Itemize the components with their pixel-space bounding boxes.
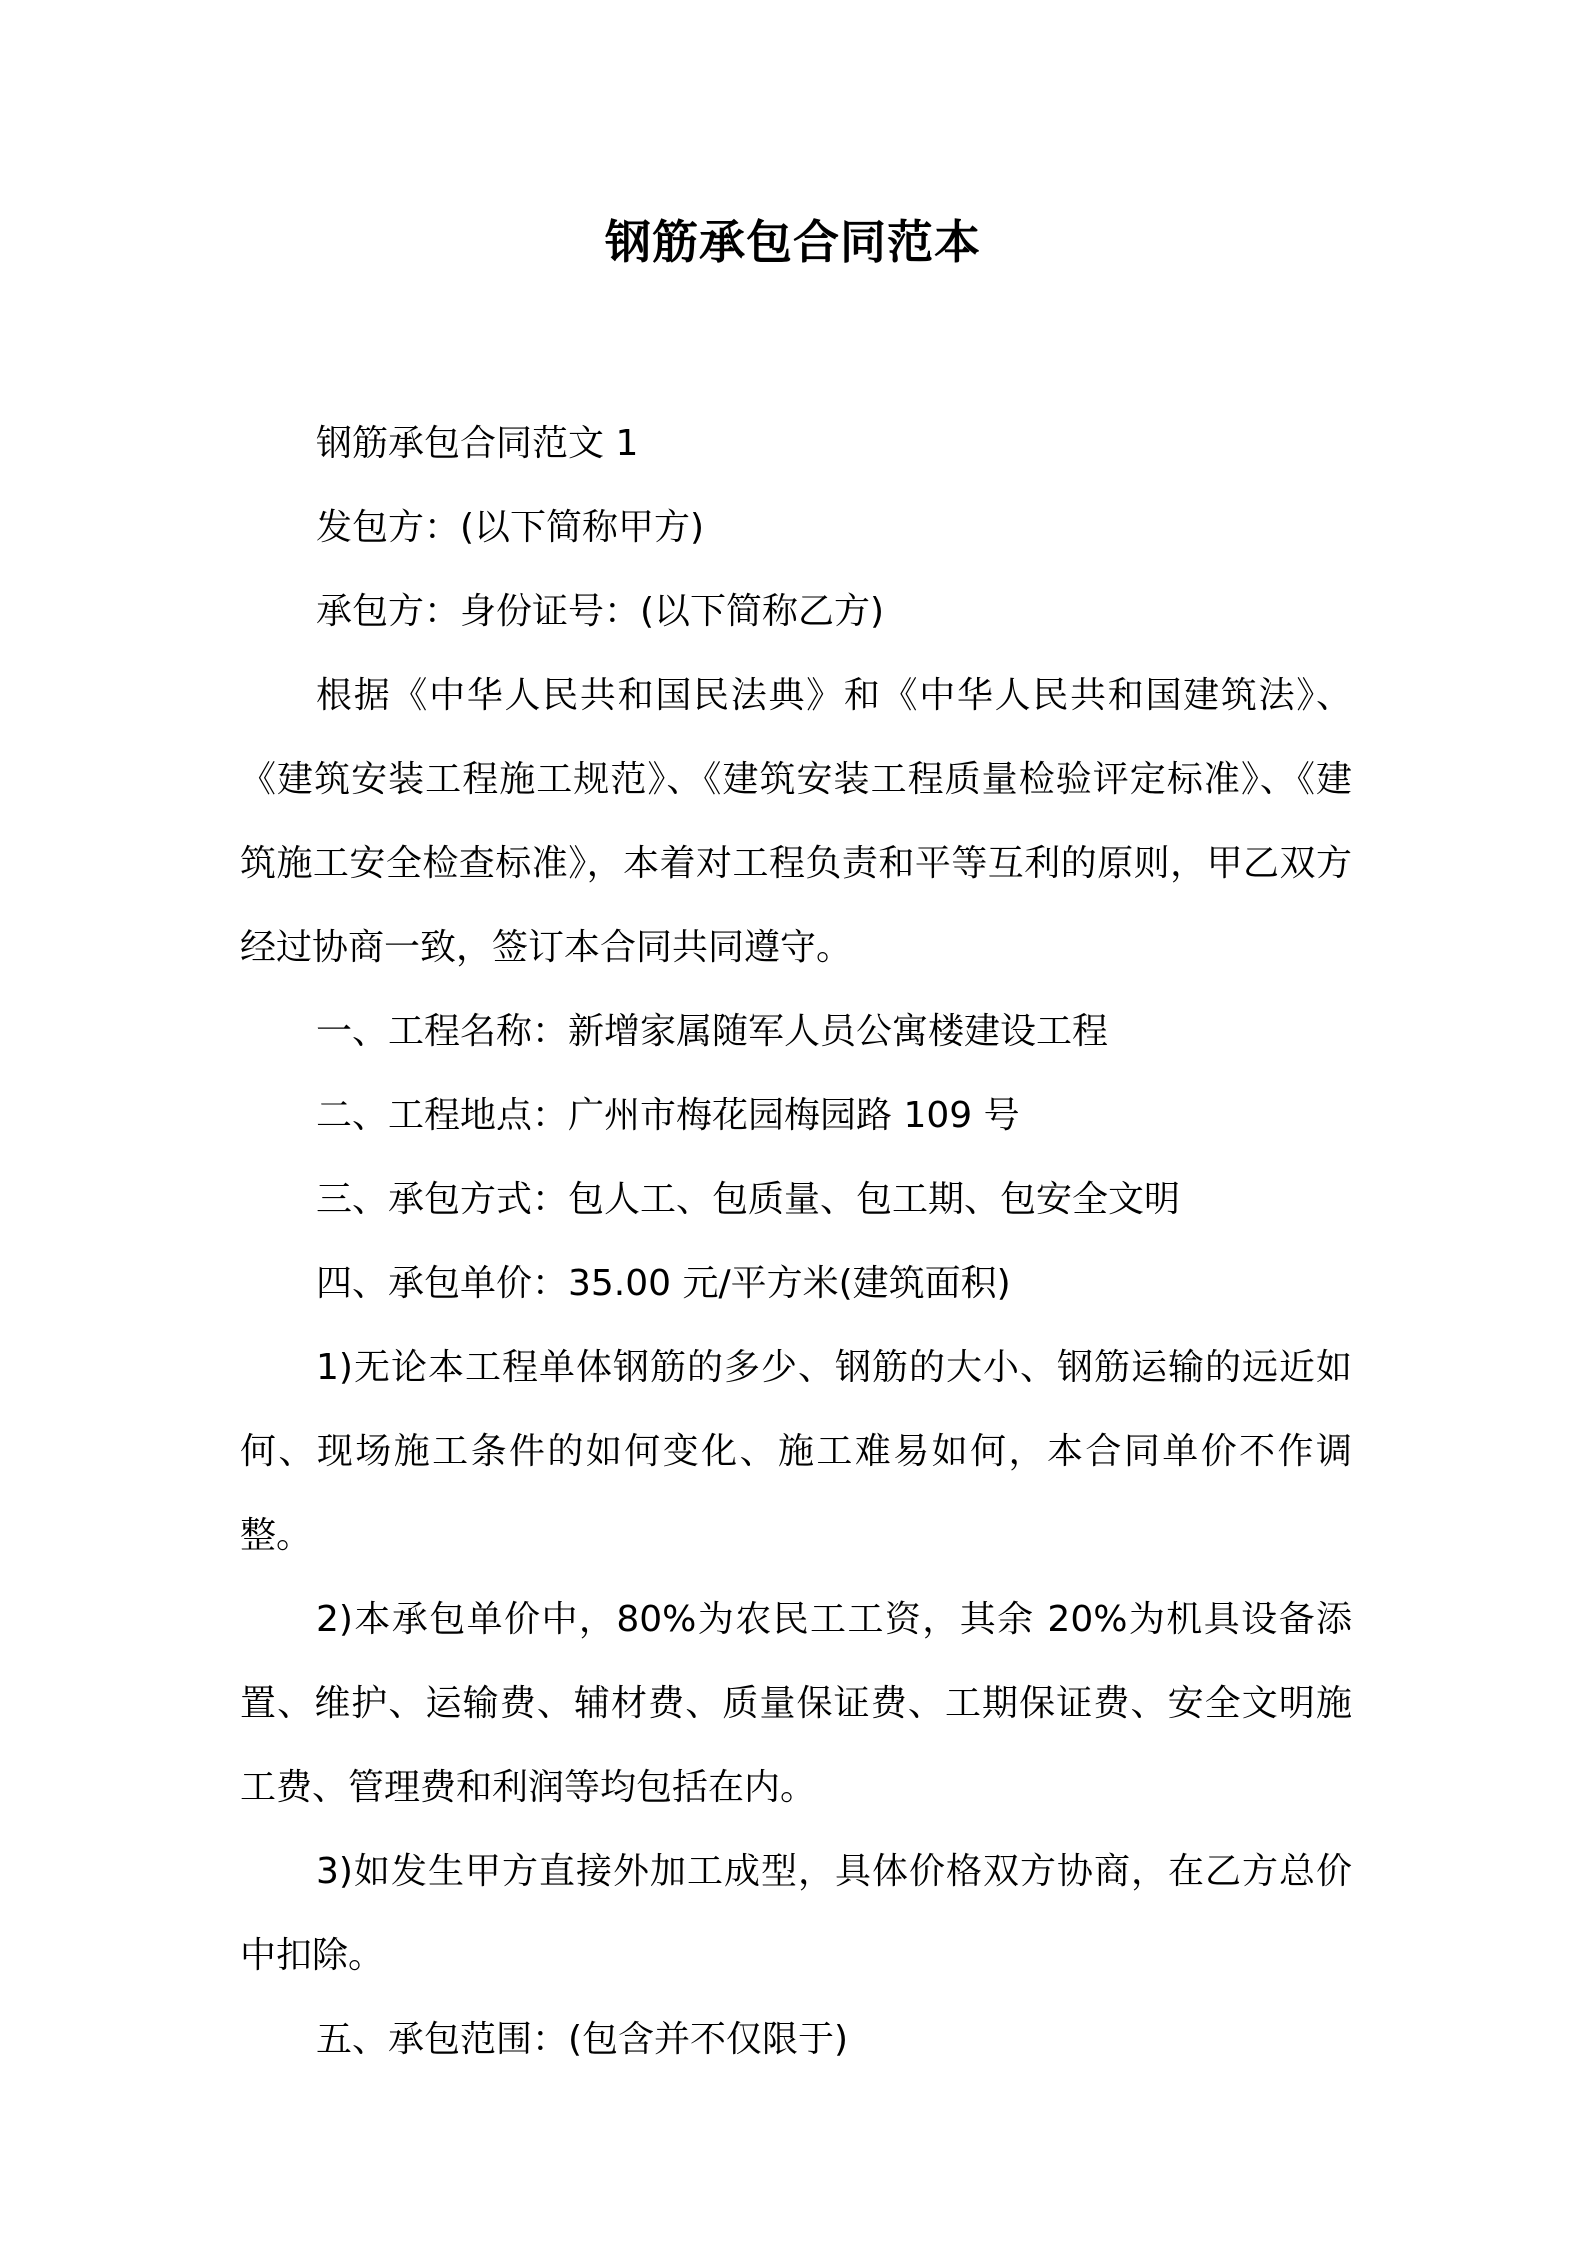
paragraph-party-b: 承包方：身份证号：(以下简称乙方): [316, 591, 885, 632]
document-title: 钢筋承包合同范本: [605, 215, 981, 269]
paragraph-preamble: 根据《中华人民共和国民法典》和《中华人民共和国建筑法》、《建筑安装工程施工规范》、《建筑安装工程质量检验评定标准》、《建筑施工安全检查标准》，本着对工程负责和平等互利的原则，甲乙双方经过协商一致，签订本合同共同遵守。: [240, 675, 1352, 968]
paragraph-contract-label: 钢筋承包合同范文 1: [316, 423, 639, 464]
paragraph-clause-2: 2)本承包单价中，80%为农民工工资，其余 20%为机具设备添置、维护、运输费、辅材费、质量保证费、工期保证费、安全文明施工费、管理费和利润等均包括在内。: [240, 1599, 1352, 1808]
document-body: [240, 402, 1352, 2082]
paragraph-contract-method: 三、承包方式：包人工、包质量、包工期、包安全文明: [316, 1179, 1181, 1220]
paragraph-project-name: 一、工程名称：新增家属随军人员公寓楼建设工程: [316, 1011, 1109, 1052]
paragraph-unit-price: 四、承包单价：35.00 元/平方米(建筑面积): [316, 1263, 1011, 1304]
paragraph-party-a: 发包方：(以下简称甲方): [316, 507, 705, 548]
paragraph-scope: 五、承包范围：(包含并不仅限于): [316, 2019, 849, 2060]
paragraph-project-location: 二、工程地点：广州市梅花园梅园路 109 号: [316, 1095, 1020, 1136]
paragraph-clause-1: 1)无论本工程单体钢筋的多少、钢筋的大小、钢筋运输的远近如何、现场施工条件的如何变化、施工难易如何，本合同单价不作调整。: [240, 1347, 1352, 1556]
paragraph-clause-3: 3)如发生甲方直接外加工成型，具体价格双方协商，在乙方总价中扣除。: [240, 1851, 1352, 1976]
